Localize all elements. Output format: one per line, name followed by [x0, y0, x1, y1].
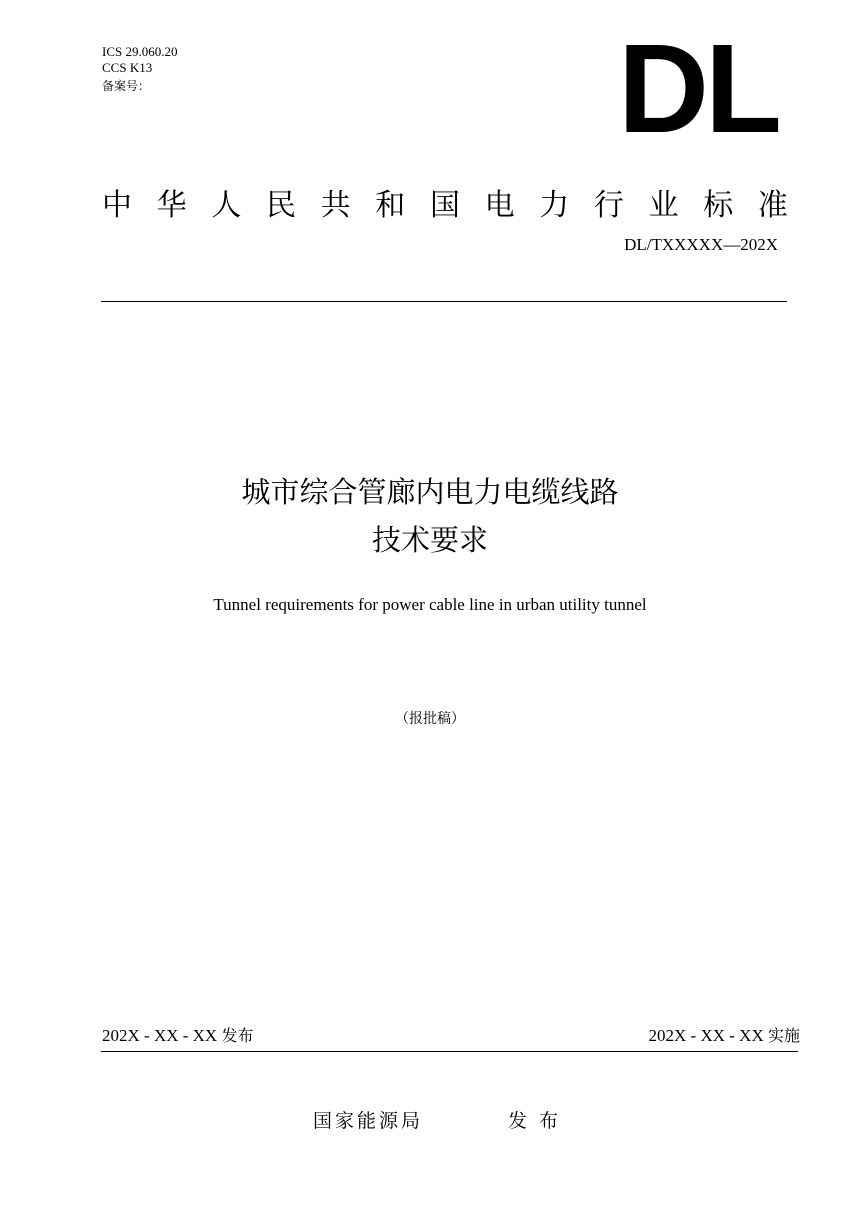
header-divider: [101, 301, 787, 302]
heading-char: 标: [703, 188, 734, 223]
effective-date: [649, 1025, 800, 1047]
industry-standard-heading: [102, 186, 788, 226]
draft-stage: （报批稿）: [395, 711, 465, 727]
effective-label: 实施: [767, 1026, 800, 1045]
footer-divider: [101, 1051, 798, 1052]
heading-char: 中: [102, 188, 132, 223]
heading-char: 共: [320, 188, 351, 223]
issuing-organization: 国家能源局: [313, 1110, 424, 1132]
heading-char: 民: [265, 188, 296, 223]
effective-date-value: 202X - XX - XX: [648, 1026, 768, 1045]
heading-char: 华: [156, 188, 187, 223]
record-number-label: 备案号：: [102, 79, 151, 93]
heading-char: 和: [375, 188, 406, 223]
heading-char: 准: [757, 188, 788, 223]
heading-char: 力: [539, 188, 570, 223]
title-chinese-line1: 城市综合管廊内电力电缆线路: [241, 475, 619, 509]
publish-date: [102, 1025, 253, 1047]
ics-code: ICS 29.060.20: [102, 44, 178, 59]
title-english: Tunnel requirements for power cable line in urban utility tunnel: [213, 595, 647, 614]
heading-char: 电: [484, 188, 515, 223]
issuing-action: 发布: [508, 1110, 571, 1132]
heading-char: 国: [429, 188, 460, 223]
heading-char: 业: [648, 188, 679, 223]
heading-char: 人: [211, 188, 242, 223]
standard-number: DL/TXXXXX—202X: [624, 235, 778, 254]
heading-char: 行: [593, 188, 624, 223]
title-chinese-line2: 技术要求: [371, 523, 488, 557]
publish-date-value: 202X - XX - XX: [102, 1026, 222, 1045]
ccs-code: CCS K13: [102, 60, 153, 75]
dl-logo: DL: [618, 18, 778, 159]
publish-label: 发布: [221, 1026, 254, 1045]
